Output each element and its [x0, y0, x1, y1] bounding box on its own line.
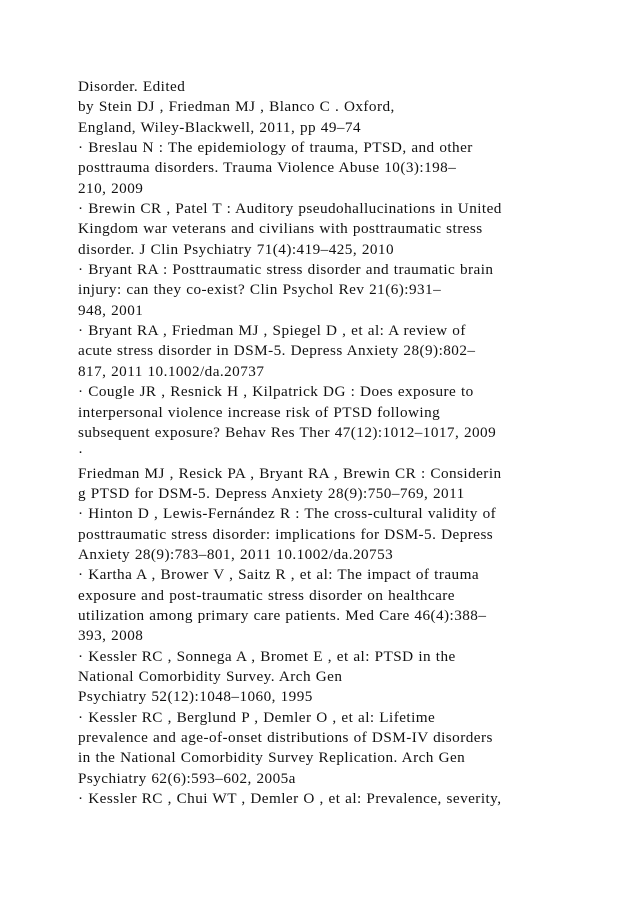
text-line: Psychiatry 62(6):593–602, 2005a [78, 769, 296, 787]
text-line: exposure and post-traumatic stress disorder on healthcare [78, 586, 455, 604]
text-line: Kingdom war veterans and civilians with posttraumatic stress [78, 220, 483, 238]
text-line: posttraumatic stress disorder: implications for DSM-5. Depress [78, 525, 494, 543]
text-line: subsequent exposure? Behav Res Ther 47(12):1012–1017, 2009 [78, 423, 497, 441]
text-line: · [78, 444, 84, 462]
text-line: · Cougle JR , Resnick H , Kilpatrick DG : Does exposure to [78, 383, 474, 401]
text-line: interpersonal violence increase risk of PTSD following [78, 403, 441, 421]
text-line: disorder. J Clin Psychiatry 71(4):419–425, 2010 [78, 240, 394, 258]
text-line: · Kessler RC , Berglund P , Demler O , et al: Lifetime [78, 708, 436, 726]
text-line: · Kessler RC , Chui WT , Demler O , et al: Prevalence, severity, [78, 790, 502, 808]
text-line: by Stein DJ , Friedman MJ , Blanco C . Oxford, [78, 98, 395, 116]
text-line: · Breslau N : The epidemiology of trauma, PTSD, and other [78, 139, 473, 157]
text-line: · Kessler RC , Sonnega A , Bromet E , et al: PTSD in the [78, 647, 456, 665]
text-line: injury: can they co-exist? Clin Psychol Rev 21(6):931– [78, 281, 442, 299]
text-line: in the National Comorbidity Survey Replication. Arch Gen [78, 749, 466, 767]
text-line: Friedman MJ , Resick PA , Bryant RA , Brewin CR : Considerin [78, 464, 502, 482]
text-line: 817, 2011 10.1002/da.20737 [78, 362, 265, 380]
text-line: 948, 2001 [78, 301, 144, 319]
text-line: · Bryant RA : Posttraumatic stress disorder and traumatic brain [78, 261, 494, 279]
reference-list [78, 77, 618, 809]
text-line: · Kartha A , Brower V , Saitz R , et al: The impact of trauma [78, 566, 480, 584]
text-line: Psychiatry 52(12):1048–1060, 1995 [78, 688, 313, 706]
text-line: Anxiety 28(9):783–801, 2011 10.1002/da.20753 [78, 545, 394, 563]
text-line: utilization among primary care patients. Med Care 46(4):388– [78, 606, 487, 624]
text-line: · Hinton D , Lewis-Fernández R : The cross-cultural validity of [78, 505, 497, 523]
text-line: · Brewin CR , Patel T : Auditory pseudohallucinations in United [78, 200, 502, 218]
text-line: acute stress disorder in DSM-5. Depress Anxiety 28(9):802– [78, 342, 476, 360]
text-line: 393, 2008 [78, 627, 144, 645]
text-line: prevalence and age-of-onset distributions of DSM-IV disorders [78, 729, 493, 746]
text-line: g PTSD for DSM-5. Depress Anxiety 28(9):750–769, 2011 [78, 484, 465, 502]
text-line: · Bryant RA , Friedman MJ , Spiegel D , et al: A review of [78, 322, 466, 340]
text-line: National Comorbidity Survey. Arch Gen [78, 667, 343, 685]
text-line: England, Wiley-Blackwell, 2011, pp 49–74 [78, 118, 362, 136]
text-line: Disorder. Edited [78, 78, 186, 95]
text-line: 210, 2009 [78, 179, 144, 197]
text-line: posttrauma disorders. Trauma Violence Abuse 10(3):198– [78, 159, 457, 177]
